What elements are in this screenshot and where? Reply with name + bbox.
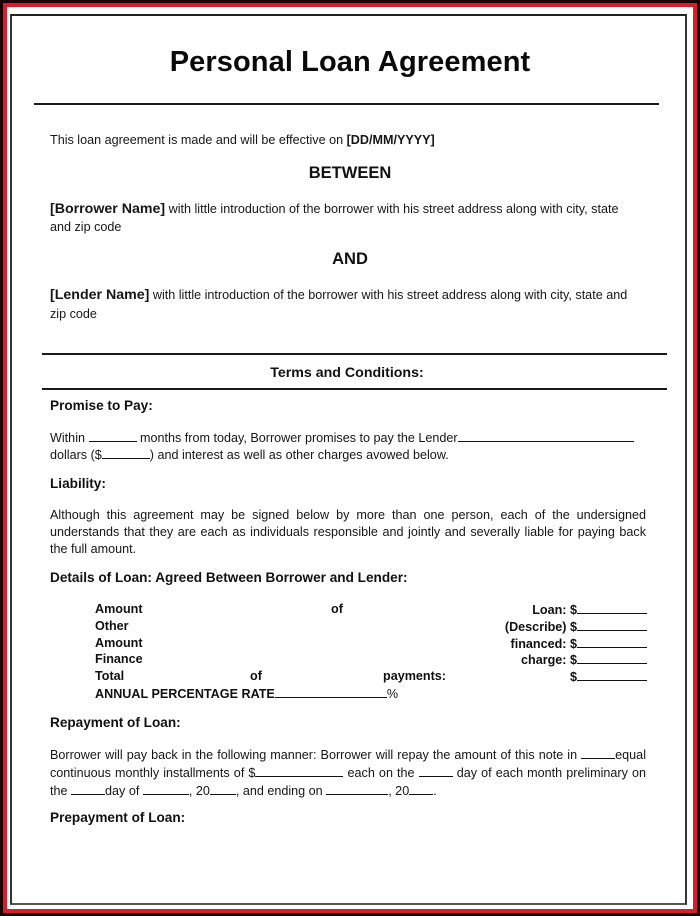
repayment-text: equal <box>615 748 646 762</box>
row-right-label: $ <box>569 670 577 685</box>
repayment-text: . <box>433 784 437 798</box>
installment-count-blank[interactable] <box>581 746 615 759</box>
percent-sign: % <box>386 686 399 701</box>
terms-top-divider <box>42 353 667 355</box>
row-middle: of <box>250 669 262 684</box>
repayment-text: continuous monthly installments of $ <box>50 766 256 780</box>
borrower-name-placeholder[interactable]: [Borrower Name] <box>50 201 166 217</box>
liability-line: understands that they are each as individuals responsible and jointly and severally liable for paying back <box>50 525 646 539</box>
repayment-line3 <box>50 782 646 800</box>
apr-blank[interactable] <box>275 685 387 698</box>
repayment-line1 <box>50 746 646 764</box>
document-title: Personal Loan Agreement <box>169 46 531 78</box>
promise-line2 <box>50 446 449 464</box>
prepayment-heading: Prepayment of Loan: <box>50 810 186 825</box>
repayment-text: , 20 <box>188 784 210 798</box>
lender-paragraph <box>50 287 627 304</box>
row-right-label: (Describe) $ <box>504 619 577 634</box>
start-month-blank[interactable] <box>143 782 189 795</box>
repayment-text: , and ending on <box>235 784 327 798</box>
row-label: Amount <box>95 635 143 650</box>
row-label: Total <box>95 669 125 684</box>
row-right-label: charge: $ <box>521 653 577 668</box>
borrower-description: with little introduction of the borrower with his street address along with city, state <box>165 202 619 216</box>
loan-details-table <box>95 601 647 702</box>
lender-name-placeholder[interactable]: [Lender Name] <box>50 287 150 303</box>
liability-heading: Liability: <box>50 476 106 491</box>
other-amount-blank[interactable] <box>577 618 647 631</box>
repayment-heading: Repayment of Loan: <box>50 715 181 730</box>
row-label: Amount <box>95 602 143 616</box>
loan-row-other <box>95 618 647 635</box>
promise-text: months from today, Borrower promises to pay the Lender <box>136 431 458 445</box>
finance-charge-blank[interactable] <box>577 651 647 664</box>
loan-row-apr <box>95 685 647 702</box>
loan-amount-blank[interactable] <box>577 601 647 614</box>
row-middle: of <box>331 602 343 616</box>
repayment-text: each on the <box>343 766 419 780</box>
repayment-text: Borrower will pay back in the following manner: Borrower will repay the amount of this note in <box>50 748 582 762</box>
promise-line1 <box>50 429 634 447</box>
row-value[interactable] <box>532 601 647 619</box>
end-date-blank[interactable] <box>326 782 388 795</box>
repayment-text: day of each month preliminary on <box>452 766 646 780</box>
liability-line: the full amount. <box>50 542 137 556</box>
repayment-text: day of <box>105 784 143 798</box>
apr-field[interactable] <box>95 685 398 703</box>
loan-row-amount <box>95 601 647 618</box>
promise-heading: Promise to Pay: <box>50 398 153 413</box>
promise-text: dollars ($ <box>50 448 102 462</box>
total-payments-blank[interactable] <box>577 668 647 681</box>
intro-text: This loan agreement is made and will be effective on <box>50 133 347 147</box>
loan-row-total-payments <box>95 668 647 685</box>
effective-date-placeholder[interactable]: [DD/MM/YYYY] <box>346 133 435 147</box>
row-right-label: Loan: $ <box>532 603 577 617</box>
loan-row-finance-charge <box>95 651 647 668</box>
lender-description: with little introduction of the borrower with his street address along with city, state and <box>149 288 628 302</box>
row-value[interactable] <box>511 635 647 653</box>
amount-financed-blank[interactable] <box>577 635 647 648</box>
lender-amount-blank[interactable] <box>458 429 634 442</box>
repayment-text: the <box>50 784 72 798</box>
promise-text: Within <box>50 431 89 445</box>
installment-amount-blank[interactable] <box>255 764 343 777</box>
promise-text: ) and interest as well as other charges avowed below. <box>149 448 449 462</box>
months-blank[interactable] <box>89 429 137 442</box>
between-heading: BETWEEN <box>308 164 392 182</box>
row-value[interactable] <box>570 668 647 686</box>
repayment-line2 <box>50 764 646 782</box>
details-heading: Details of Loan: Agreed Between Borrower and Lender: <box>50 570 408 585</box>
repayment-paragraph <box>50 746 646 800</box>
row-label: Other <box>95 618 129 633</box>
row-right-label: financed: $ <box>510 636 577 651</box>
liability-paragraph <box>50 507 646 558</box>
repayment-text: , 20 <box>388 784 410 798</box>
row-value[interactable] <box>505 618 647 636</box>
terms-bottom-divider <box>42 388 667 390</box>
effective-date-statement <box>50 132 435 149</box>
start-year-blank[interactable] <box>210 782 236 795</box>
row-label: Finance <box>95 652 143 667</box>
apr-label: ANNUAL PERCENTAGE RATE <box>95 686 275 701</box>
borrower-description-line2: and zip code <box>50 220 122 234</box>
start-day-blank[interactable] <box>71 782 105 795</box>
liability-line: Although this agreement may be signed below by more than one person, each of the undersigned <box>50 508 646 522</box>
end-year-blank[interactable] <box>409 782 433 795</box>
payment-day-blank[interactable] <box>419 764 453 777</box>
title-divider <box>34 103 659 105</box>
lender-description-line2: zip code <box>50 307 97 321</box>
row-middle2: payments: <box>383 669 446 684</box>
row-value[interactable] <box>521 651 647 669</box>
dollar-amount-blank[interactable] <box>102 446 150 459</box>
borrower-paragraph <box>50 201 618 218</box>
terms-heading: Terms and Conditions: <box>270 365 424 381</box>
and-heading: AND <box>332 250 368 268</box>
loan-row-amount-financed <box>95 635 647 652</box>
